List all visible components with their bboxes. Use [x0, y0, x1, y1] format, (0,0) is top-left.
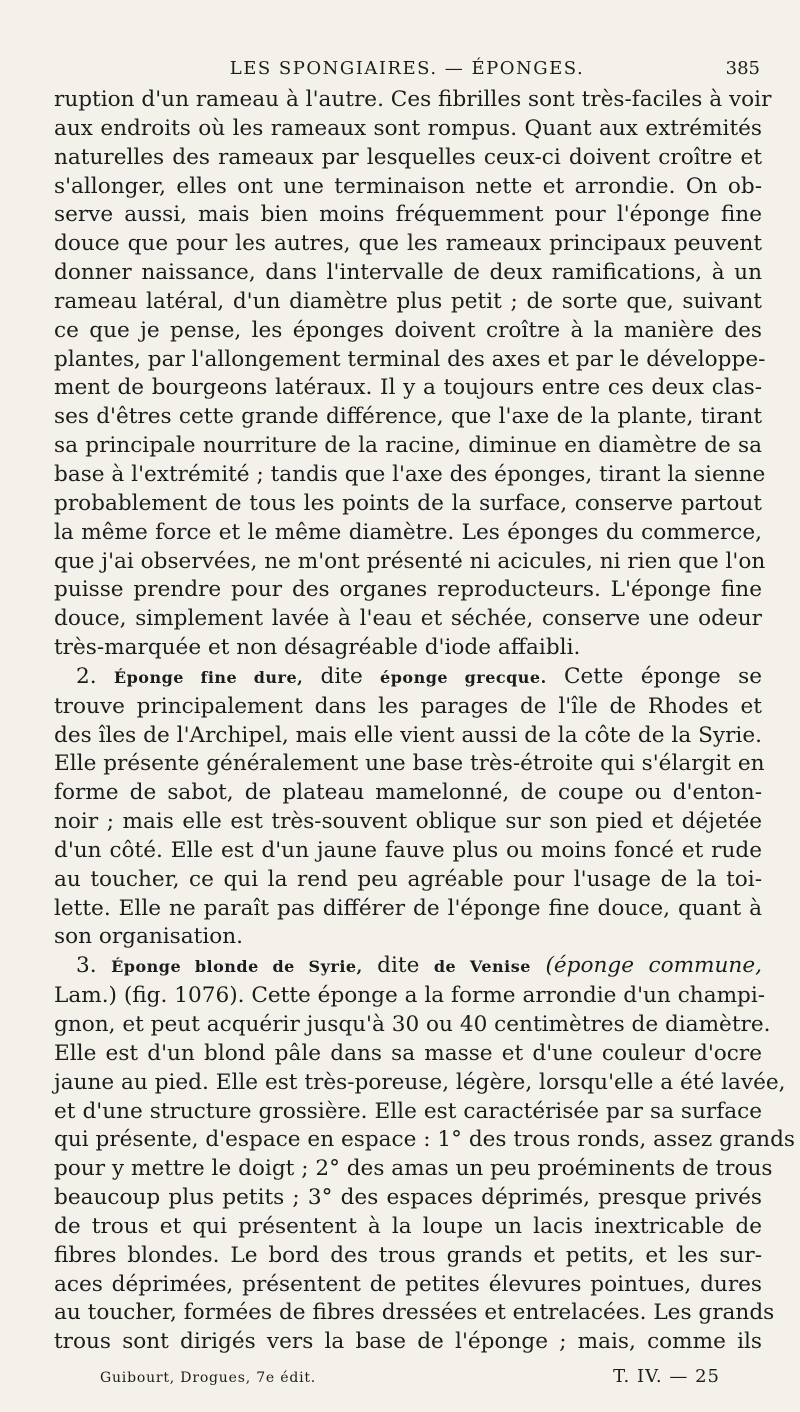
text-line: son organisation.: [54, 924, 243, 950]
text-line: gnon, et peut acquérir jusqu'à 30 ou 40 centimètres de diamètre.: [54, 1012, 771, 1037]
section-heading: Éponge fine dure,: [113, 667, 304, 687]
text-line: donner naissance, dans l'intervalle de deux ramifications, à un: [54, 260, 762, 286]
signature-mark: T. IV. — 25: [613, 1366, 720, 1387]
paragraph-1: [54, 86, 772, 663]
text-line: que j'ai observées, ne m'ont présenté ni acicules, ni rien que l'on: [54, 548, 766, 574]
text-line: base à l'extrémité ; tandis que l'axe des éponges, tirant la sienne: [54, 461, 766, 487]
text-line: la même force et le même diamètre. Les éponges du commerce,: [54, 519, 762, 545]
page-number: 385: [725, 58, 760, 79]
section-number: 3.: [76, 953, 97, 979]
text-line: d'un côté. Elle est d'un jaune fauve plus ou moins foncé et rude: [54, 837, 762, 863]
text-line: ses d'êtres cette grande différence, que l'axe de la plante, tirant: [54, 404, 762, 430]
alternate-name: éponge grecque.: [380, 667, 547, 687]
paragraph-2: [54, 663, 765, 952]
text-line: au toucher, ce qui la rend peu agréable pour l'usage de la toi-: [54, 866, 762, 892]
text-line: très-marquée et non désagréable d'iode affaibli.: [54, 635, 581, 661]
text-line: lette. Elle ne paraît pas différer de l'éponge fine douce, quant à: [54, 895, 762, 921]
text-line: des îles de l'Archipel, mais elle vient aussi de la côte de la Syrie.: [54, 722, 762, 748]
text-line: aux endroits où les rameaux sont rompus. Quant aux extrémités: [54, 115, 762, 141]
body-text: [54, 86, 795, 1357]
dite-word: dite: [320, 663, 363, 689]
running-head: [54, 52, 760, 86]
text-line: serve aussi, mais bien moins fréquemment pour l'éponge fine: [54, 202, 762, 228]
section-2-first-line: [54, 663, 762, 693]
text-line: aces déprimées, présentent de petites élevures pointues, dures: [54, 1271, 762, 1297]
alternate-name: de Venise: [433, 957, 531, 977]
text-line: de trous et qui présentent à la loupe un lacis inextricable de: [54, 1213, 762, 1239]
text-line: douce que pour les autres, que les rameaux principaux peuvent: [54, 231, 762, 257]
printer-note: Guibourt, Drogues, 7e édit.: [100, 1370, 317, 1386]
author-abbrev: Lam.): [54, 983, 117, 1009]
text-line: plantes, par l'allongement terminal des axes et par le développe-: [54, 346, 766, 372]
text-line: et d'une structure grossière. Elle est caractérisée par sa surface: [54, 1098, 762, 1124]
text-line: ruption d'un rameau à l'autre. Ces fibrilles sont très-faciles à voir: [54, 87, 772, 112]
figure-reference: (fig. 1076).: [123, 983, 245, 1009]
text-line: Elle est d'un blond pâle dans sa masse et d'une couleur d'ocre: [54, 1040, 762, 1066]
section-3-first-line: [54, 952, 762, 982]
text-line: qui présente, d'espace en espace : 1° des trous ronds, assez grands: [54, 1127, 795, 1153]
text-line: trouve principalement dans les parages de l'île de Rhodes et: [54, 693, 762, 719]
line-rest: Cette éponge a la forme arrondie d'un champi-: [251, 983, 766, 1009]
section-number: 2.: [76, 663, 97, 689]
section-heading: Éponge blonde de Syrie,: [111, 957, 363, 977]
page-footer: [100, 1366, 720, 1396]
section-3-second-line: [54, 982, 766, 1011]
text-line: Elle présente généralement une base très-étroite qui s'élargit en: [54, 751, 765, 777]
text-line: pour y mettre le doigt ; 2° des amas un peu proéminents de trous: [54, 1156, 773, 1182]
text-line: rameau latéral, d'un diamètre plus petit ; de sorte que, suivant: [54, 288, 762, 314]
text-line: s'allonger, elles ont une terminaison nette et arrondie. On ob-: [54, 173, 762, 199]
text-line: fibres blondes. Le bord des trous grands et petits, et les sur-: [54, 1242, 762, 1268]
text-line: sa principale nourriture de la racine, diminue en diamètre de sa: [54, 433, 762, 459]
text-line: naturelles des rameaux par lesquelles ceux-ci doivent croître et: [54, 144, 762, 170]
text-line: douce, simplement lavée à l'eau et séchée, conserve une odeur: [54, 606, 762, 632]
dite-word: dite: [377, 953, 420, 979]
text-line: forme de sabot, de plateau mamelonné, de coupe ou d'enton-: [54, 780, 762, 806]
italic-name: (éponge commune,: [545, 953, 762, 979]
text-line: noir ; mais elle est très-souvent oblique sur son pied et déjetée: [54, 809, 762, 835]
text-line: ment de bourgeons latéraux. Il y a toujours entre ces deux clas-: [54, 375, 762, 401]
line-rest: Cette éponge se: [563, 663, 762, 689]
text-line: jaune au pied. Elle est très-poreuse, légère, lorsqu'elle a été lavée,: [54, 1069, 786, 1095]
text-line: au toucher, formées de fibres dressées et entrelacées. Les grands: [54, 1300, 775, 1326]
text-line: puisse prendre pour des organes reproducteurs. L'éponge fine: [54, 577, 762, 603]
text-line: beaucoup plus petits ; 3° des espaces déprimés, presque privés: [54, 1185, 762, 1211]
text-line: trous sont dirigés vers la base de l'éponge ; mais, comme ils: [54, 1329, 762, 1355]
text-line: ce que je pense, les éponges doivent croître à la manière des: [54, 317, 762, 343]
paragraph-3: [54, 952, 795, 1357]
running-title: LES SPONGIAIRES. — ÉPONGES.: [229, 58, 585, 79]
text-line: probablement de tous les points de la surface, conserve partout: [54, 490, 762, 516]
